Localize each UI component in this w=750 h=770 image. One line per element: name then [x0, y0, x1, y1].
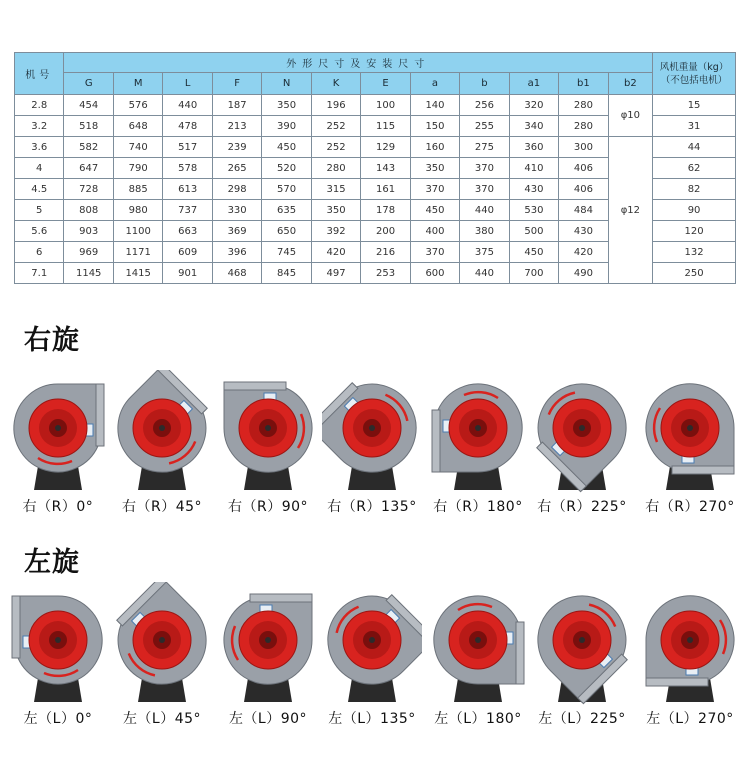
cell-f: 468	[212, 263, 261, 284]
cell-k: 420	[311, 242, 360, 263]
cell-n: 635	[262, 200, 311, 221]
cell-k: 315	[311, 179, 360, 200]
fan-outlet	[250, 594, 312, 602]
fan-illustration	[640, 370, 740, 500]
cell-e: 178	[361, 200, 410, 221]
column-header-b2: b2	[608, 73, 652, 95]
cell-b: 275	[460, 137, 509, 158]
cell-a: 600	[410, 263, 459, 284]
cell-m: 980	[113, 200, 162, 221]
weight-cell: 15	[653, 95, 736, 116]
weight-cell: 62	[653, 158, 736, 179]
impeller-shaft	[159, 425, 165, 431]
cell-l: 609	[163, 242, 212, 263]
cell-n: 390	[262, 116, 311, 137]
fan-orientation-0	[8, 370, 108, 530]
fan-illustration	[218, 582, 318, 712]
fan-illustration	[428, 370, 528, 500]
cell-a1: 360	[509, 137, 558, 158]
fan-orientation-label: 右（R）0°	[22, 499, 94, 515]
model-cell: 5.6	[15, 221, 64, 242]
fan-illustration	[322, 582, 422, 712]
cell-e: 216	[361, 242, 410, 263]
cell-l: 737	[163, 200, 212, 221]
cell-m: 790	[113, 158, 162, 179]
fan-orientation-label: 右（R）135°	[327, 499, 417, 515]
cell-k: 392	[311, 221, 360, 242]
column-header-b1: b1	[559, 73, 608, 95]
cell-l: 578	[163, 158, 212, 179]
column-header-e: E	[361, 73, 410, 95]
cell-b: 256	[460, 95, 509, 116]
cell-b: 370	[460, 179, 509, 200]
cell-g: 728	[64, 179, 113, 200]
fan-orientation-label: 右（R）45°	[121, 499, 203, 515]
cell-b: 440	[460, 263, 509, 284]
impeller-shaft	[265, 637, 271, 643]
model-cell: 6	[15, 242, 64, 263]
fan-orientation-135	[322, 582, 422, 742]
fan-outlet	[672, 466, 734, 474]
cell-a: 400	[410, 221, 459, 242]
fan-orientation-label: 左（L）0°	[23, 711, 93, 727]
column-header-g: G	[64, 73, 113, 95]
column-header-a: a	[410, 73, 459, 95]
impeller-shaft	[55, 637, 61, 643]
column-header-b: b	[460, 73, 509, 95]
cell-b1: 420	[559, 242, 608, 263]
cell-m: 648	[113, 116, 162, 137]
cell-b2: φ12	[608, 137, 652, 284]
cell-l: 478	[163, 116, 212, 137]
cell-m: 885	[113, 179, 162, 200]
cell-e: 100	[361, 95, 410, 116]
cell-n: 650	[262, 221, 311, 242]
cell-g: 903	[64, 221, 113, 242]
fan-orientation-label: 左（L）225°	[538, 711, 626, 727]
fan-orientation-label: 右（R）90°	[227, 499, 309, 515]
spec-table-body	[15, 95, 736, 284]
cell-b: 440	[460, 200, 509, 221]
fan-illustration	[8, 370, 108, 500]
model-cell: 4	[15, 158, 64, 179]
cell-m: 1171	[113, 242, 162, 263]
cell-f: 239	[212, 137, 261, 158]
cell-e: 253	[361, 263, 410, 284]
impeller-shaft	[579, 425, 585, 431]
fan-illustration	[428, 582, 528, 712]
cell-b: 370	[460, 158, 509, 179]
cell-a: 350	[410, 158, 459, 179]
cell-g: 582	[64, 137, 113, 158]
fan-orientation-270	[640, 370, 740, 530]
dimensions-header: 外形尺寸及安装尺寸	[64, 53, 653, 73]
impeller-shaft	[579, 637, 585, 643]
cell-m: 576	[113, 95, 162, 116]
cell-f: 187	[212, 95, 261, 116]
fan-orientation-label: 右（R）225°	[537, 499, 627, 515]
impeller-shaft	[369, 425, 375, 431]
impeller-shaft	[159, 637, 165, 643]
cell-b1: 300	[559, 137, 608, 158]
cell-b1: 490	[559, 263, 608, 284]
fan-orientation-225	[532, 370, 632, 530]
fan-orientation-45	[112, 582, 212, 742]
cell-b2: φ10	[608, 95, 652, 137]
cell-n: 450	[262, 137, 311, 158]
cell-m: 1415	[113, 263, 162, 284]
fan-orientation-135	[322, 370, 422, 530]
cell-l: 517	[163, 137, 212, 158]
fan-illustration	[640, 582, 740, 712]
impeller-shaft	[369, 637, 375, 643]
cell-a1: 410	[509, 158, 558, 179]
fan-orientation-90	[218, 582, 318, 742]
model-cell: 4.5	[15, 179, 64, 200]
cell-l: 613	[163, 179, 212, 200]
cell-a: 450	[410, 200, 459, 221]
cell-n: 350	[262, 95, 311, 116]
cell-a: 370	[410, 242, 459, 263]
right-rotation-title: 右旋	[24, 325, 80, 356]
model-cell: 2.8	[15, 95, 64, 116]
impeller-shaft	[475, 637, 481, 643]
cell-a: 140	[410, 95, 459, 116]
cell-f: 265	[212, 158, 261, 179]
fan-orientation-label: 右（R）180°	[433, 499, 523, 515]
cell-b: 375	[460, 242, 509, 263]
weight-cell: 82	[653, 179, 736, 200]
cell-k: 252	[311, 137, 360, 158]
left-rotation-fans	[0, 582, 750, 742]
fan-orientation-90	[218, 370, 318, 530]
column-header-row	[15, 73, 736, 95]
column-header-a1: a1	[509, 73, 558, 95]
column-header-f: F	[212, 73, 261, 95]
cell-e: 115	[361, 116, 410, 137]
cell-a: 150	[410, 116, 459, 137]
fan-orientation-225	[532, 582, 632, 742]
cell-g: 1145	[64, 263, 113, 284]
model-cell: 7.1	[15, 263, 64, 284]
cell-n: 570	[262, 179, 311, 200]
cell-f: 396	[212, 242, 261, 263]
weight-cell: 31	[653, 116, 736, 137]
fan-outlet	[224, 382, 286, 390]
table-row	[15, 137, 736, 158]
cell-g: 518	[64, 116, 113, 137]
cell-k: 280	[311, 158, 360, 179]
model-cell: 5	[15, 200, 64, 221]
weight-header	[653, 53, 736, 95]
weight-header-line1: 风机重量（kg）	[659, 61, 729, 73]
fan-orientation-label: 左（L）90°	[228, 711, 308, 727]
cell-b1: 280	[559, 116, 608, 137]
fan-illustration	[112, 370, 212, 500]
cell-m: 1100	[113, 221, 162, 242]
cell-l: 663	[163, 221, 212, 242]
left-rotation-title: 左旋	[24, 547, 80, 578]
cell-e: 143	[361, 158, 410, 179]
fan-orientation-label: 左（L）45°	[122, 711, 202, 727]
impeller-shaft	[687, 637, 693, 643]
cell-k: 350	[311, 200, 360, 221]
cell-b1: 484	[559, 200, 608, 221]
impeller-shaft	[265, 425, 271, 431]
fan-outlet	[646, 678, 708, 686]
cell-n: 845	[262, 263, 311, 284]
spec-table	[14, 52, 736, 284]
cell-a1: 320	[509, 95, 558, 116]
cell-b: 380	[460, 221, 509, 242]
model-header: 机号	[15, 53, 64, 95]
cell-b1: 430	[559, 221, 608, 242]
cell-n: 745	[262, 242, 311, 263]
table-row	[15, 95, 736, 116]
fan-orientation-0	[8, 582, 108, 742]
fan-orientation-label: 右（R）270°	[645, 499, 735, 515]
fan-illustration	[8, 582, 108, 712]
right-rotation-fans	[0, 370, 750, 530]
model-cell: 3.6	[15, 137, 64, 158]
cell-a1: 430	[509, 179, 558, 200]
cell-k: 497	[311, 263, 360, 284]
cell-a1: 340	[509, 116, 558, 137]
impeller-shaft	[687, 425, 693, 431]
fan-orientation-label: 左（L）135°	[328, 711, 416, 727]
fan-outlet	[516, 622, 524, 684]
cell-b1: 406	[559, 158, 608, 179]
cell-k: 252	[311, 116, 360, 137]
column-header-n: N	[262, 73, 311, 95]
weight-cell: 90	[653, 200, 736, 221]
cell-l: 440	[163, 95, 212, 116]
weight-cell: 44	[653, 137, 736, 158]
fan-orientation-270	[640, 582, 740, 742]
fan-outlet	[432, 410, 440, 472]
cell-e: 161	[361, 179, 410, 200]
cell-f: 298	[212, 179, 261, 200]
cell-g: 647	[64, 158, 113, 179]
weight-cell: 250	[653, 263, 736, 284]
cell-a1: 700	[509, 263, 558, 284]
weight-cell: 132	[653, 242, 736, 263]
cell-a: 160	[410, 137, 459, 158]
fan-orientation-180	[428, 370, 528, 530]
fan-orientation-label: 左（L）180°	[434, 711, 522, 727]
cell-a: 370	[410, 179, 459, 200]
cell-g: 969	[64, 242, 113, 263]
cell-k: 196	[311, 95, 360, 116]
cell-n: 520	[262, 158, 311, 179]
fan-orientation-label: 左（L）270°	[646, 711, 734, 727]
fan-illustration	[218, 370, 318, 500]
fan-orientation-45	[112, 370, 212, 530]
cell-b: 255	[460, 116, 509, 137]
weight-cell: 120	[653, 221, 736, 242]
fan-illustration	[532, 582, 632, 712]
column-header-l: L	[163, 73, 212, 95]
cell-a1: 450	[509, 242, 558, 263]
column-header-m: M	[113, 73, 162, 95]
cell-f: 213	[212, 116, 261, 137]
cell-f: 369	[212, 221, 261, 242]
fan-outlet	[12, 596, 20, 658]
fan-illustration	[532, 370, 632, 500]
fan-illustration	[322, 370, 422, 500]
column-header-k: K	[311, 73, 360, 95]
cell-g: 454	[64, 95, 113, 116]
cell-m: 740	[113, 137, 162, 158]
fan-orientation-180	[428, 582, 528, 742]
cell-g: 808	[64, 200, 113, 221]
weight-header-line2: （不包括电机）	[660, 74, 728, 86]
model-cell: 3.2	[15, 116, 64, 137]
cell-e: 129	[361, 137, 410, 158]
impeller-shaft	[475, 425, 481, 431]
cell-e: 200	[361, 221, 410, 242]
fan-illustration	[112, 582, 212, 712]
cell-l: 901	[163, 263, 212, 284]
cell-a1: 530	[509, 200, 558, 221]
cell-f: 330	[212, 200, 261, 221]
cell-b1: 280	[559, 95, 608, 116]
cell-b1: 406	[559, 179, 608, 200]
fan-outlet	[96, 384, 104, 446]
cell-a1: 500	[509, 221, 558, 242]
impeller-shaft	[55, 425, 61, 431]
